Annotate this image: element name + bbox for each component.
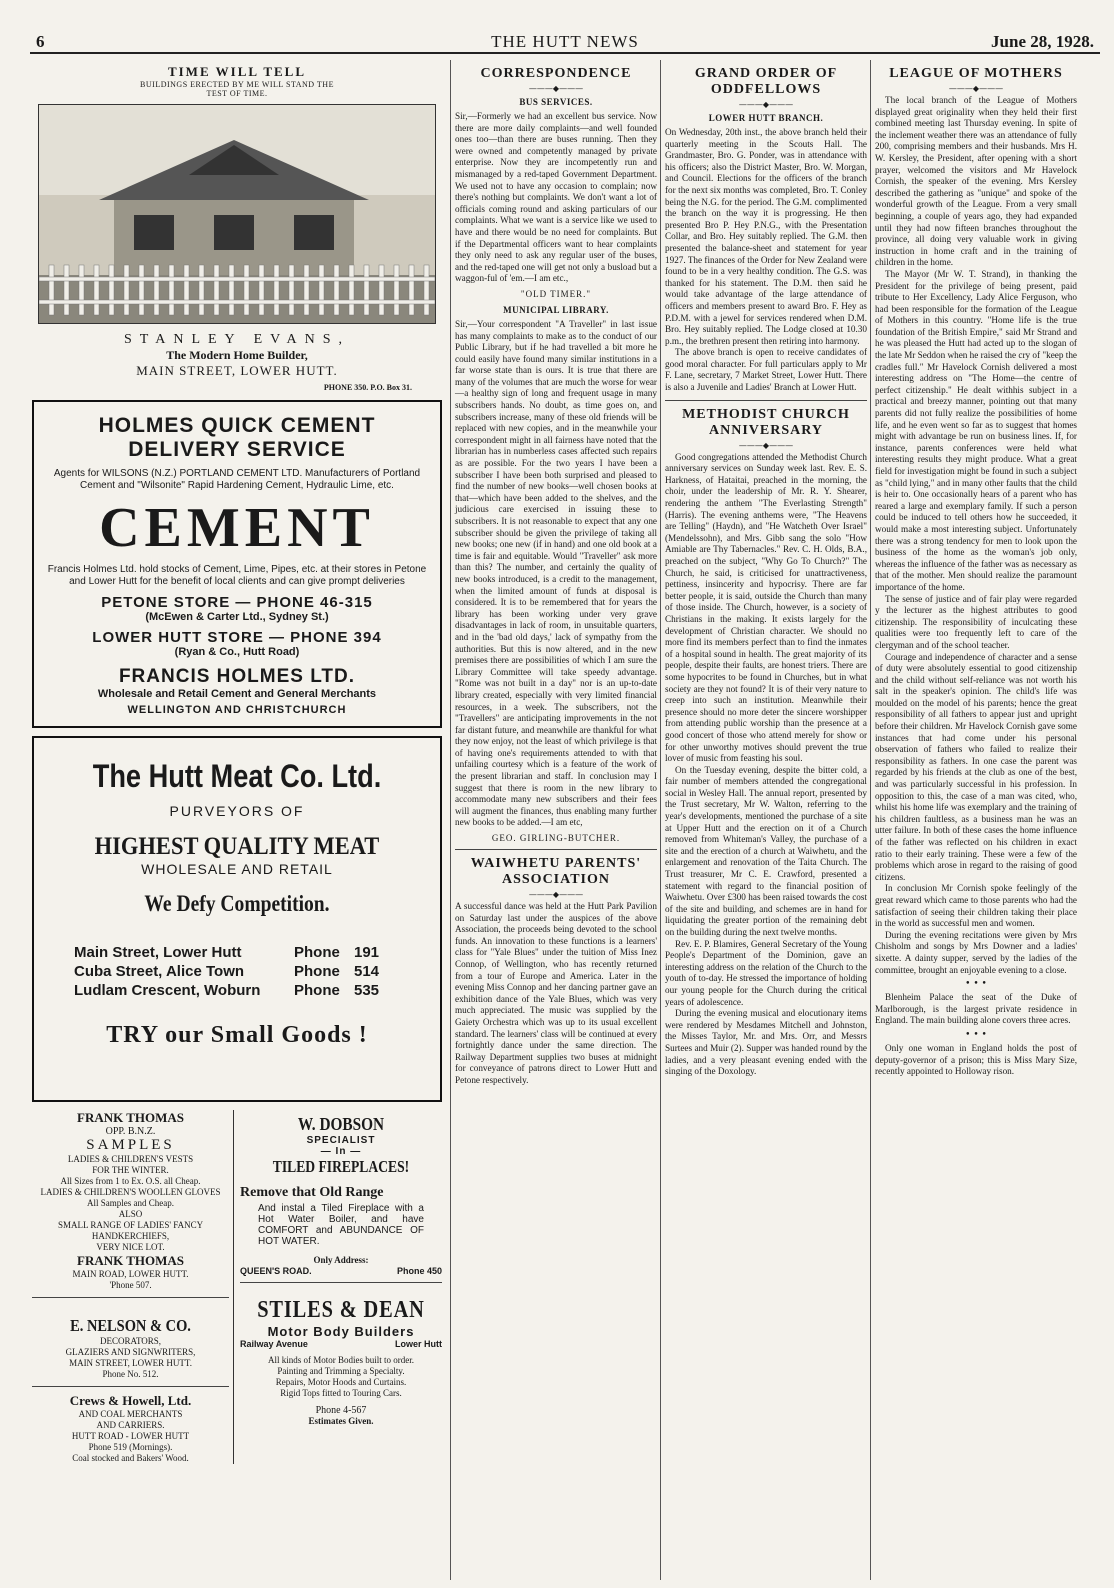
meat-place: Main Street, Lower Hutt: [74, 944, 242, 961]
dobson-road: QUEEN'S ROAD.: [240, 1266, 312, 1276]
frank-name: FRANK THOMAS: [77, 1110, 185, 1125]
meat-addresses: [74, 943, 440, 1000]
oddfellows-heading: GRAND ORDER OF ODDFELLOWS: [694, 66, 838, 97]
ornament-icon: ———◆———: [528, 890, 584, 900]
ornament-icon: ———◆———: [738, 100, 794, 109]
ornament-icon: ———◆———: [738, 440, 794, 450]
league-article-4: Courage and independence of character and a sense of duty were absolutely essential to good citizenship and the child without self-reliance was not worth his salt in the speaker's opinion. The child's life was moulded on the model of his parents; hence the great responsibility of all fathers to appear just and upright before their children. Mr Havelock Cornish gave some instances that had come under his personal observation of fathers who failed to realize their responsibility as fathers. In one case the parent was regarded by his friends at the club as one of the best, and was particularly successful in his profession. In opposition to this, the case of a man was cited, who, whilst his home life was exemplary and the training of his children faultless, as a business man he was an utter failure. In both of these cases the home influence of the father was reflected on his children in exact ratio to their early training. These were a few of the problems which arose in regard to the raising of good citizens.: [875, 651, 1077, 882]
stiles-phone: Phone 4-567: [315, 1405, 367, 1416]
correspondence-heading: CORRESPONDENCE: [480, 66, 632, 81]
frank-name-2: FRANK THOMAS: [77, 1253, 185, 1268]
ornament-icon: ———◆———: [528, 84, 584, 93]
howell-name: Crews & Howell, Ltd.: [69, 1393, 192, 1408]
nelson-line: DECORATORS,: [99, 1336, 162, 1346]
holmes-stocks: Francis Holmes Ltd. hold stocks of Cement, Lime, Pipes, etc. at their stores in Petone and Lower Hutt for the benefit of local clients and can give prompt deliveries: [47, 564, 427, 587]
frank-line: All Samples and Cheap.: [87, 1198, 175, 1208]
league-article-2: The Mayor (Mr W. T. Strand), in thanking the President for the privilege of being present, paid tribute to Her Excellency, Lady Alice Ferguson, who had been responsible for the formation of the League of Mothers in this country. "Home life is the true foundation of the British Empire," said Mr Strand and he was pleased the Hutt had acted up to the slogan of the late Mr Seddon when he raised the cry of "keep the cradles full." Mr Havelock Cornish delivered a most interesting address on "The Home—the centre of perfect citizenship." He dealt withhis subject in a practical and breezy manner, pointing out that many parents did not fully realize the possibilities of home life, and he even went so far as to suggest that homes might with advantage be run on business lines. If, for instance, parents conferences were held what interesting results they might produce. What a great field for investigation might be found in such a subject as "child lying," and in many other faults that the child is heir to. One occasionally hears of a parent who has reared a large and exemplary family. If such a person could be induced to tell others how he succeeded, it would make a most interesting subject. Unfortunately there was a strong tendency for men to look upon the business of the home as the woman's job only, whereas the influence of the father was as necessary as that of the mother. Men should realize the paramount importance of the home.: [875, 268, 1077, 592]
league-article-1: The local branch of the League of Mothers displayed great originality when they held their first combined meeting last Thursday evening. In spite of the inclement weather there was an attendance of fully 200, comprising members and their husbands. Mrs H. W. Kersley, the President, after opening with a short prayer, welcomed the visitors and Mr Havelock Cornish, the speaker of the evening. Mrs Kersley described the gathering as "unique" and spoke of the wonderful growth of the League. From a very small beginning, a couple of years ago, they had expanded until they had now fifteen branches throughout the province, all doing very valuable work in giving instruction in home craft and in the training of children in the home.: [875, 95, 1077, 268]
bus-services-signature: "OLD TIMER.": [520, 288, 592, 299]
small-ads-right: [234, 1110, 442, 1464]
howell-line: AND CARRIERS.: [96, 1420, 165, 1430]
holmes-company: FRANCIS HOLMES LTD.: [118, 666, 356, 687]
league-article-3: The sense of justice and of fair play were regarded y the lecturer as the highest attributes to good citizenship. The responsibility of inculcating these qualities were too frequently left to care of the clergyman and of the school teacher.: [875, 593, 1077, 650]
howell-line: Coal stocked and Bakers' Wood.: [72, 1453, 189, 1463]
house-photo: [38, 104, 436, 324]
separator-dots: • • •: [965, 1029, 987, 1040]
evans-name: STANLEY EVANS,: [124, 332, 350, 347]
ad-nelson: [32, 1316, 229, 1380]
frank-line: ALSO: [118, 1209, 143, 1219]
meat-phone-label: Phone: [294, 982, 340, 999]
dobson-remove: Remove that Old Range: [240, 1185, 384, 1200]
meat-defy: We Defy Competition.: [144, 891, 330, 916]
waiwhetu-heading: WAIWHETU PARENTS' ASSOCIATION: [470, 856, 642, 888]
methodist-heading: METHODIST CHURCH ANNIVERSARY: [682, 406, 850, 438]
frank-line: LADIES & CHILDREN'S VESTS: [67, 1154, 194, 1164]
league-article-5: In conclusion Mr Cornish spoke feelingly of the great reward which came to those parents who had the satisfaction of seeing their children taking their place in the world as successful men and women.: [875, 883, 1077, 929]
howell-line: Phone 519 (Mornings).: [88, 1442, 173, 1452]
frank-samples: SAMPLES: [86, 1137, 175, 1153]
methodist-article-1: Good congregations attended the Methodist Church anniversary services on Sunday week last. Rev. E. S. Harkness, of Hataitai, preached in the morning, the choir, under the leadership of Mr. R. Y. Shearer, rendering the anthem "The Everlasting Strength" (Harris). The evening anthems were, "The Heavens are Telling" (Haydn), and "He Watcheth Over Israel" (Mendelssohn), and Mrs. Gibb sang the solo "How Amiable are Thy Tabernacles." Rev. C. H. Olds, B.A., preached on the subject, "Why Go To Church?" The Church, he said, is criticised for unattractiveness, pettiness, insincerity and hypocrisy. There are far better people, it is said, outside the Church than many of those inside. The Church, however, is a society of Christians in the making. It exists largely for the development of Christian character. We should no more find its members perfect than to find the inmates of a hospital sound in health. The great majority of its people, despite their faults, are honest triers. There are some hypocrites to be found in Churches, but in what society are they not found? It is of their very nature to creep into such an institution. Meanwhile their presence should no more deter the sincere worshipper from attending public worship than the presence at a good concert of those who attend merely for show or for other unworthy motives should prevent the true lover of music from feasting his soul.: [665, 451, 867, 764]
column-advertisements: [32, 60, 442, 1580]
holmes-headline-1: HOLMES QUICK CEMENT: [98, 414, 376, 437]
stiles-right: Lower Hutt: [395, 1339, 442, 1349]
meat-phone-label: Phone: [294, 944, 340, 961]
stiles-sub: Motor Body Builders: [267, 1324, 415, 1339]
methodist-article-2: On the Tuesday evening, despite the bitter cold, a fair number of members attended the congregational social in Wesley Hall. The annual report, presented by the Trust secretary, Mr W. Walton, referring to the year's developments, mentioned the purchase of a site at Upper Hutt and the erection on it of a Church removed from Whiteman's Valley, the purchase of a site and the erection of a church at Waiwhetu, and the enlargement and renovation of the Taita Church. The Trust treasurer, Mr C. E. Crawford, presented a statement with regard to the financial position of Waiwhetu. Over £300 has been raised towards the cost of the site and building, and schemes are in hand for liquidating the greater portion of the remaining debt on the building during the next twelve months.: [665, 764, 867, 937]
holmes-company-sub: Wholesale and Retail Cement and General Merchants: [97, 688, 377, 700]
ad-hutt-meat: [32, 736, 442, 1102]
howell-line: AND COAL MERCHANTS: [78, 1409, 183, 1419]
stiles-name: STILES & DEAN: [257, 1297, 425, 1323]
holmes-petone-store: PETONE STORE — PHONE 46-315: [101, 594, 373, 611]
meat-phone-number: 535: [354, 982, 380, 999]
frank-line: LADIES & CHILDREN'S WOOLLEN GLOVES: [40, 1187, 221, 1197]
meat-place: Cuba Street, Alice Town: [74, 963, 245, 980]
oddfellows-subheading: LOWER HUTT BRANCH.: [708, 113, 824, 123]
library-signature: GEO. GIRLING-BUTCHER.: [491, 833, 621, 844]
stiles-left: Railway Avenue: [240, 1339, 308, 1349]
column-oddfellows: [660, 60, 867, 1580]
dobson-text: And instal a Tiled Fireplace with a Hot Water Boiler, and have COMFORT and ABUNDANCE OF HOT WATER.: [258, 1203, 424, 1247]
stiles-line: Rigid Tops fitted to Touring Cars.: [280, 1388, 402, 1398]
ad-stiles-dean: [240, 1297, 442, 1427]
evans-subtitle: The Modern Home Builder,: [166, 348, 308, 362]
dobson-name: W. DOBSON: [297, 1114, 385, 1134]
meat-phone-number: 514: [354, 963, 380, 980]
nelson-name: E. NELSON & CO.: [70, 1316, 191, 1335]
column-league-of-mothers: [870, 60, 1077, 1580]
column-correspondence: [450, 60, 657, 1580]
small-ads: [32, 1110, 442, 1464]
meat-address-row: [74, 981, 440, 1000]
ad-holmes-cement: [32, 400, 442, 728]
stiles-line: Repairs, Motor Hoods and Curtains.: [275, 1377, 407, 1387]
frank-line: VERY NICE LOT.: [96, 1242, 165, 1252]
holmes-lowerhutt-store: LOWER HUTT STORE — PHONE 394: [92, 629, 382, 646]
ad-stanley-evans: [32, 64, 442, 392]
meat-wholesale-retail: WHOLESALE AND RETAIL: [141, 861, 333, 877]
evans-address: MAIN STREET, LOWER HUTT.: [136, 363, 338, 378]
meat-phone-number: 191: [354, 944, 380, 961]
nelson-line: Phone No. 512.: [102, 1369, 159, 1379]
stiles-estimates: Estimates Given.: [308, 1416, 374, 1426]
dobson-phone: Phone 450: [396, 1266, 442, 1276]
oddfellows-article-2: The above branch is open to receive candidates of good moral character. For full particulars apply to Mr F. Lane, secretary, 7 Market Street, Lower Hutt. There is also a Juvenile and Ladies' Branch at Lower Hutt.: [665, 347, 867, 393]
masthead: [30, 30, 1100, 54]
methodist-article-4: During the evening musical and elocutionary items were rendered by Mesdames Mitchell and Johnston, the Misses Taylor, Mr. and Mrs. Orr, and Messrs Surtees and Muir (2). Supper was handed round by the ladies, and a very pleasant evening ended with the singing of the Doxology.: [665, 1008, 867, 1077]
frank-line: All Sizes from 1 to Ex. O.S. all Cheap.: [60, 1176, 201, 1186]
dobson-specialist: SPECIALIST: [306, 1135, 376, 1146]
oddfellows-article: On Wednesday, 20th inst., the above branch held their quarterly meeting in the Scouts Hall. The Grandmaster, Bro. G. Ponder, was in attendance with his officers; also the District Master, Bro. W. Morgan, and Council. Elections for the officers of the branch for the next six months was completed, Bro. T. Conley being the N.G. for the period. The G.M. complimented the branch on the way it is progressing. He then presented Bro P. Hey P.N.G., with the Presentation Collar, and Bro. Hey suitably replied. The G.M. then presented the balance-sheet and statement for year 1927. The finances of the Order for New Zealand were found to be in a very healthy condition. The G.S. was thanked for his statement. The D.M. then said he would take advantage of the large attendance of officers and members present to award Bro. F. Hey as P.D.M. with a jewel for services rendered when D.M. Bro. Hey suitably replied. The Lodge closed at 10.30 p.m., the brethren present then retiring into harmony.: [665, 127, 867, 346]
league-heading: LEAGUE OF MOTHERS: [889, 66, 1063, 81]
dobson-in: — In —: [320, 1146, 362, 1157]
newspaper-title: THE HUTT NEWS: [491, 32, 639, 51]
nelson-line: MAIN STREET, LOWER HUTT.: [69, 1358, 192, 1368]
frank-address: MAIN ROAD, LOWER HUTT.: [72, 1269, 189, 1279]
blenheim-note: Blenheim Palace the seat of the Duke of Marlborough, is the largest private residence in England. The main building alone covers three acres.: [875, 992, 1077, 1026]
meat-place: Ludlam Crescent, Woburn: [74, 982, 261, 999]
frank-opp: OPP. B.N.Z.: [105, 1126, 156, 1137]
prison-note: Only one woman in England holds the post of deputy-governor of a prison; this is Miss Mary Size, recently appointed to Holloway rison.: [875, 1042, 1077, 1077]
evans-tagline-2: TEST OF TIME.: [206, 89, 268, 98]
ad-dobson: [240, 1114, 442, 1276]
evans-tagline-1: BUILDINGS ERECTED BY ME WILL STAND THE: [140, 80, 334, 89]
nelson-line: GLAZIERS AND SIGNWRITERS,: [65, 1347, 196, 1357]
frank-line: SMALL RANGE OF LADIES' FANCY HANDKERCHIEFS,: [57, 1220, 204, 1241]
league-article-6: During the evening recitations were given by Mrs Chisholm and songs by Mrs Downer and a ladies' sixette. A dainty supper, served by the ladies of the committee, brought an enjoyable evening to a close.: [875, 929, 1077, 975]
meat-company-name: The Hutt Meat Co. Ltd.: [92, 758, 382, 794]
holmes-cement: CEMENT: [99, 497, 375, 559]
evans-headline: TIME WILL TELL: [167, 64, 307, 79]
issue-date: June 28, 1928.: [991, 32, 1094, 51]
separator-dots: • • •: [965, 979, 987, 990]
meat-small-goods: TRY our Small Goods !: [106, 1022, 368, 1048]
dobson-only-address: Only Address:: [313, 1255, 369, 1265]
holmes-headline-2: DELIVERY SERVICE: [128, 438, 346, 461]
library-letter: Sir,—Your correspondent "A Traveller" in last issue has many complaints to make as to the conduct of our Public Library, but if he had travelled a bit more he could easily have found many similar institutions in a far worse state than is ours. It is true that there are many of the volumes that are much the worse for wear—a healthy sign of long and frequent usage in many subscribers hands. No doubt, as time goes on, and subscribers increase, many of these old friends will be replaced with new copies, and in the meanwhile your correspondent might in all fairness have noted that the librarian has in numberless cases affected such repairs as are possible. For the two years I have been a subscriber I have been both surprised and pleased to find the number of new books—well chosen books at that—which have been added to the shelves, and the judicious care exercised in issuing these to subscribers. It is not reasonable to expect that any one subscriber should be given the privilege of taking all new books; one new (if in hand) and one old book at a time is fair and equitable. Would "Traveller" ask more than this? The number, and certainly the quality of new books introduced, is a credit to the management, when the limited amount of funds at disposal is considered. It is to be remembered that for years the library has been working under very grave disadvantages in lack of room, in unsuitable quarters, and in the 'bad old days,' lack of sympathy from the authorities. But this is now altered, and in the new premises there are possibilities of which I am sure the Library Committee will take speedy advantage. "Rome was not built in a day" nor is an up-to-date library created, especially with very limited financial resources, in a week. The subscribers, not the "Travellers" are anticipating improvements in the not far distant future, and meanwhile are thankful for what they now enjoy, not the least of which privilege is that of having one's requirements attended to with that unfailing courtesy which is a feature of the work of the present librarian and staff. In conclusion may I suggest that there is room in the new library to accommodate many new subscribers and their fees will augment the finances, thus enabling many further new books to be added.—I am etc,: [455, 318, 657, 828]
frank-line: FOR THE WINTER.: [92, 1165, 169, 1175]
holmes-agents: Agents for WILSONS (N.Z.) PORTLAND CEMENT LTD. Manufacturers of Portland Cement and "Wilsonite" Rapid Hardening Cement, Hydraulic Lime, etc.: [53, 468, 421, 491]
evans-phone: PHONE 350. P.O. Box 31.: [323, 383, 412, 392]
frank-phone: 'Phone 507.: [109, 1280, 152, 1290]
ornament-icon: ———◆———: [948, 84, 1004, 93]
bus-services-heading: BUS SERVICES.: [519, 97, 593, 107]
holmes-lowerhutt-sub: (Ryan & Co., Hutt Road): [174, 646, 300, 658]
page-number: 6: [36, 32, 45, 51]
library-heading: MUNICIPAL LIBRARY.: [503, 304, 609, 315]
dobson-address-row: [240, 1266, 442, 1276]
waiwhetu-article: A successful dance was held at the Hutt Park Pavilion on Saturday last under the auspices of the above Association, the proceeds being devoted to the school funds. An innovation to these functions is a learners' class for "Yale Blues" under the tuition of Miss Inez Connop, of Wellington, who has recently returned from a tour of Europe and America. Later in the evening Miss Connop and her dancing partner gave an exhibition dance of the Yale Blues, which was very much appreciated. The music was supplied by the Gaiety Orchestra which was up to its usual excellent standard. The learners' class will be continued at every fortnightly dance under the same direction. The Railway Department supplies two buses at midnight for conveyance of patrons direct to Lower Hutt and Petone respectively.: [455, 901, 657, 1085]
ad-frank-thomas: [32, 1110, 229, 1291]
holmes-cities: WELLINGTON AND CHRISTCHURCH: [127, 704, 347, 716]
methodist-article-3: Rev. E. P. Blamires, General Secretary of the Young People's Department of the Dominion, gave an interesting address on the relation of the Church to the youth of to-day. He stressed the importance of holding our young people for the Church during the critical years of adolescence.: [665, 938, 867, 1007]
small-ads-left: [32, 1110, 234, 1464]
bus-services-letter: Sir,—Formerly we had an excellent bus service. Now there are more daily complaints—and well founded ones too—than there are buses running. Then they were owned and competently managed by private enterprise. Now they are incompetently run and mismanaged by a red-taped Government Department. We used not to have any occasion to complain; now there's nothing but complaints. We don't want a lot of officials coming round and asking particulars of our complaints. What we want is a service like we used to have and there would be no need for complaints. But if the Departmental officers want to hear complaints they only need to ask any regular user of the buses, and the red-taped one will get not only a busload but a waggon-ful of 'em.—I am etc.,: [455, 111, 657, 284]
holmes-petone-sub: (McEwen & Carter Ltd., Sydney St.): [145, 611, 329, 623]
meat-highest-quality: HIGHEST QUALITY MEAT: [94, 833, 380, 860]
howell-line: HUTT ROAD - LOWER HUTT: [71, 1431, 190, 1441]
stiles-line: Painting and Trimming a Specialty.: [277, 1366, 405, 1376]
meat-address-row: [74, 943, 440, 962]
stiles-address-row: [240, 1339, 442, 1349]
meat-purveyors: PURVEYORS OF: [169, 803, 305, 819]
meat-address-row: [74, 962, 440, 981]
dobson-tiled: TILED FIREPLACES!: [272, 1157, 410, 1176]
meat-phone-label: Phone: [294, 963, 340, 980]
stiles-line: All kinds of Motor Bodies built to order.: [268, 1355, 415, 1365]
ad-crews-howell: [32, 1393, 229, 1464]
